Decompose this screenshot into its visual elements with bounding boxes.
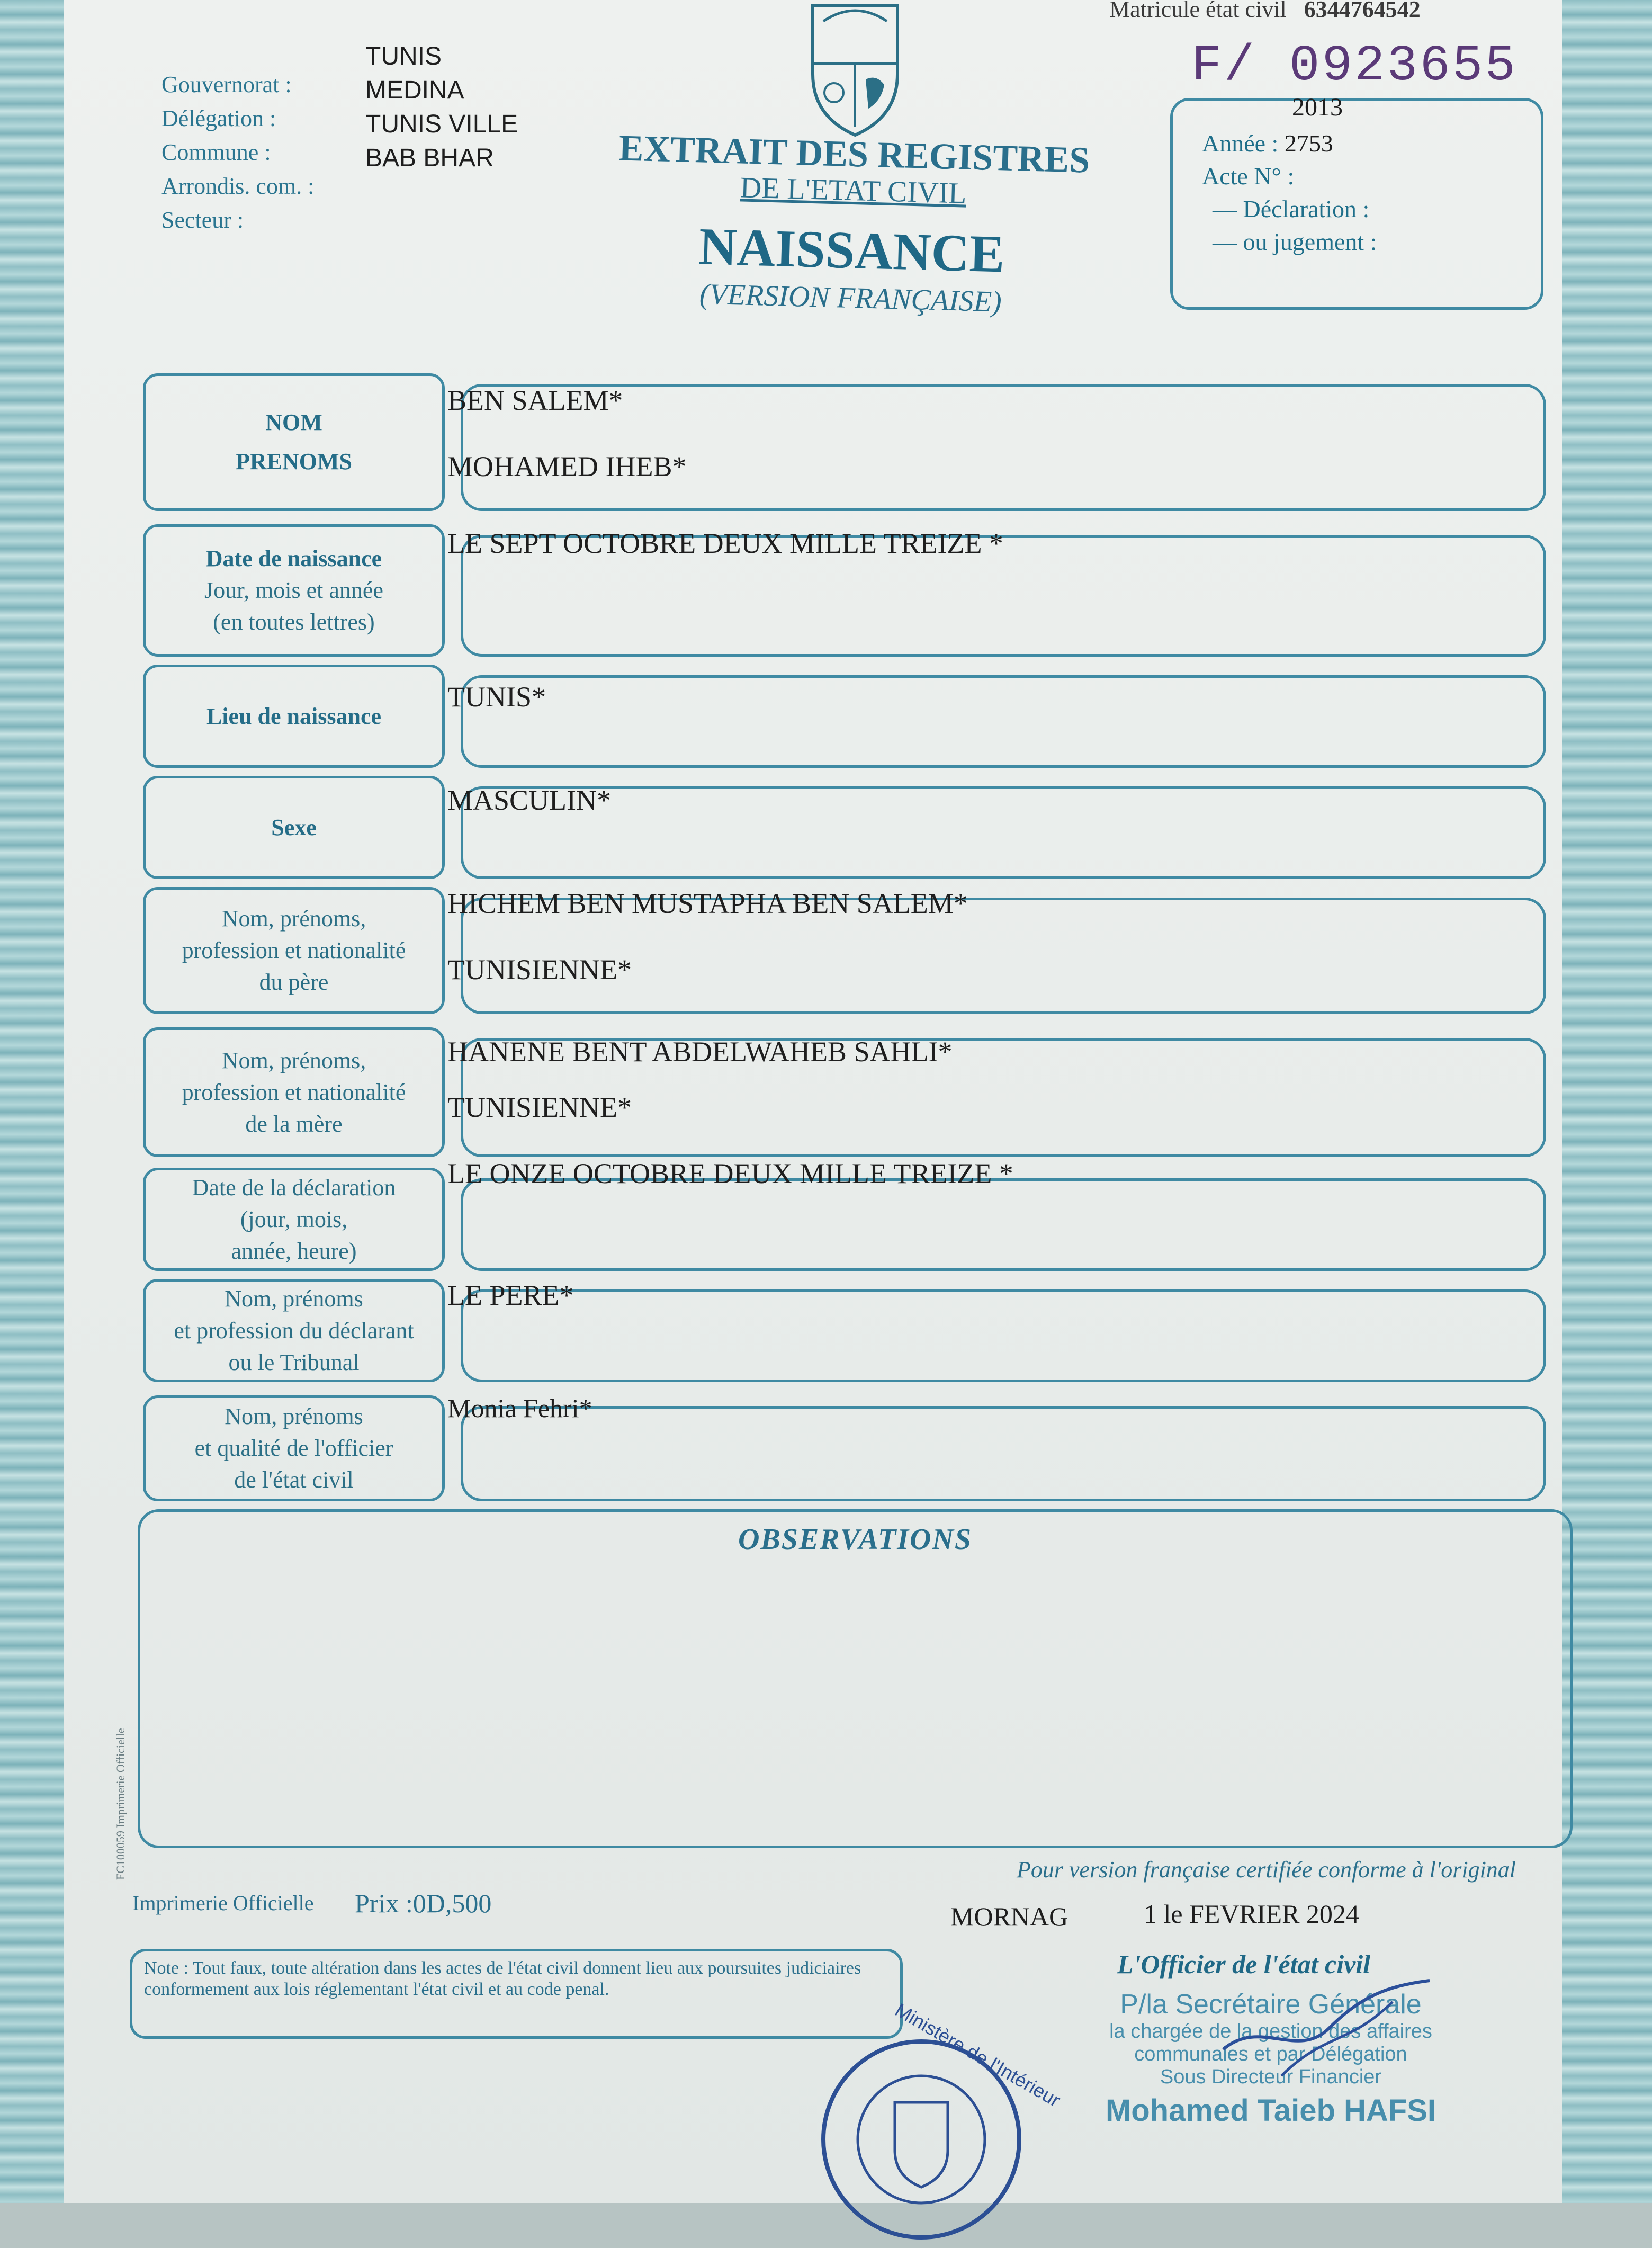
title-line-1: EXTRAIT DES REGISTRES: [618, 128, 1091, 181]
label-arrondissement: Arrondis. com. :: [161, 173, 315, 199]
row-label-box: [143, 665, 445, 768]
signature-line: la chargée de la gestion des affaires: [1109, 2020, 1432, 2043]
row-label-box: [143, 776, 445, 879]
row-declarant: [143, 1279, 1546, 1382]
row-label-box: [143, 1279, 445, 1382]
observations-box: [138, 1509, 1573, 1848]
signature-line: Sous Directeur Financier: [1160, 2066, 1382, 2088]
row-value-box: [461, 1178, 1546, 1271]
row-label-box: [143, 887, 445, 1014]
row-lieu-naissance: [143, 665, 1546, 768]
label-commune: Commune :: [161, 139, 271, 165]
value-commune: TUNIS VILLE: [365, 110, 518, 138]
footer-certified: Pour version française certifiée conforme à l'original: [1017, 1857, 1516, 1883]
right-decorative-border: [1562, 0, 1652, 2203]
label-secteur: Secteur :: [161, 207, 244, 233]
matricule-label: Matricule état civil: [1109, 0, 1287, 22]
acte-number-label: Acte N° :: [1202, 163, 1295, 190]
row-label-line: Nom, prénoms: [225, 1403, 363, 1429]
observations-title: OBSERVATIONS: [738, 1523, 973, 1556]
row-label-box: [143, 373, 445, 511]
row-label-line: ou le Tribunal: [228, 1349, 360, 1375]
row-label-box: [143, 1027, 445, 1157]
title-sub: (VERSION FRANÇAISE): [699, 277, 1002, 319]
value-gouvernorat: TUNIS: [365, 42, 442, 70]
footer-place: MORNAG: [950, 1902, 1069, 1931]
row-label-box: [143, 524, 445, 657]
row-label-line: Sexe: [271, 814, 317, 840]
header-labels: [161, 68, 314, 237]
value-nom: BEN SALEM*: [447, 384, 623, 416]
acte-labels: [1202, 127, 1377, 258]
value-declarant: LE PERE*: [447, 1279, 574, 1311]
row-label-line: (jour, mois,: [240, 1206, 348, 1232]
annee-value: 2753: [1284, 130, 1333, 157]
side-printer-note: FC100059 Imprimerie Officielle: [114, 1728, 127, 1880]
value-pere-nom: HICHEM BEN MUSTAPHA BEN SALEM*: [447, 888, 968, 919]
legal-note: Note : Tout faux, toute altération dans les actes de l'état civil donnent lieu aux poursuites judiciaires conformement aux lois réglementant l'état civil et au code penal.: [130, 1949, 903, 2039]
row-label-line: profession et nationalité: [182, 1079, 406, 1105]
value-prenoms: MOHAMED IHEB*: [447, 451, 687, 482]
row-nom-prenoms: [143, 373, 1546, 511]
stamp-text: Ministère de l'Intérieur: [891, 1999, 1064, 2111]
row-mere: [143, 1027, 1546, 1157]
left-decorative-border: [0, 0, 64, 2203]
row-sexe: [143, 776, 1546, 879]
label-delegation: Délégation :: [161, 105, 276, 131]
row-value-box: [461, 1289, 1546, 1382]
handwritten-signature-icon: [1218, 1970, 1440, 2086]
row-label-line: année, heure): [231, 1238, 357, 1264]
value-mere-nom: HANENE BENT ABDELWAHEB SAHLI*: [447, 1036, 953, 1068]
row-value-box: [461, 786, 1546, 879]
value-mere-nationalite: TUNISIENNE*: [447, 1091, 632, 1123]
value-date-declaration: LE ONZE OCTOBRE DEUX MILLE TREIZE *: [447, 1158, 1013, 1189]
row-label-line: profession et nationalité: [182, 937, 406, 963]
signature-line: communales et par Délégation: [1134, 2043, 1407, 2065]
annee-label: Année :: [1202, 130, 1279, 157]
row-label-line: Date de naissance: [205, 545, 382, 571]
row-label-line: Nom, prénoms,: [221, 906, 366, 932]
row-label-line: du père: [259, 969, 329, 995]
label-gouvernorat: Gouvernorat :: [161, 71, 292, 97]
row-label-line: Jour, mois et année: [204, 577, 383, 603]
row-label-box: [143, 1168, 445, 1271]
jugement-label: — ou jugement :: [1213, 228, 1377, 255]
row-label-line: Lieu de naissance: [206, 703, 382, 729]
value-officier: Monia Fehri*: [447, 1393, 592, 1423]
matricule: [1109, 0, 1421, 23]
value-lieu-naissance: TUNIS*: [447, 681, 546, 713]
row-value-box: [461, 1406, 1546, 1501]
value-sexe: MASCULIN*: [447, 784, 612, 816]
row-label-line: NOM: [265, 409, 322, 435]
declaration-label: — Déclaration :: [1213, 195, 1370, 222]
value-pere-nationalite: TUNISIENNE*: [447, 954, 632, 986]
row-label-line: et qualité de l'officier: [194, 1435, 393, 1461]
signature-line: Mohamed Taieb HAFSI: [1105, 2093, 1436, 2128]
coat-of-arms-icon: [802, 0, 908, 138]
row-label-line: PRENOMS: [236, 449, 352, 474]
row-label-line: et profession du déclarant: [174, 1317, 414, 1344]
header-values: [365, 40, 518, 175]
footer-printer: Imprimerie Officielle: [132, 1891, 314, 1915]
row-label-line: Date de la déclaration: [192, 1174, 396, 1201]
row-value-box: [461, 675, 1546, 768]
row-label-box: [143, 1395, 445, 1501]
row-officier: [143, 1395, 1546, 1501]
row-label-line: de la mère: [245, 1110, 343, 1137]
row-label-line: (en toutes lettres): [213, 609, 375, 635]
acte-year: 2013: [1292, 93, 1343, 121]
row-value-box: [461, 384, 1546, 511]
footer-price: Prix :0D,500: [355, 1888, 492, 1918]
title-main: NAISSANCE: [698, 217, 1006, 284]
row-pere: [143, 887, 1546, 1014]
value-date-naissance: LE SEPT OCTOBRE DEUX MILLE TREIZE *: [447, 527, 1003, 559]
ministry-stamp-icon: [815, 1999, 1064, 2203]
row-date-naissance: [143, 524, 1546, 657]
matricule-value: 6344764542: [1304, 0, 1421, 22]
signature-line: P/la Secrétaire Générale: [1120, 1989, 1422, 2020]
title-block: [580, 128, 1125, 321]
footer-date: 1 le FEVRIER 2024: [1144, 1899, 1359, 1929]
row-date-declaration: [143, 1158, 1546, 1271]
row-label-line: de l'état civil: [234, 1467, 354, 1493]
row-label-line: Nom, prénoms: [225, 1285, 363, 1312]
value-arrondissement: BAB BHAR: [365, 144, 494, 172]
title-line-2: DE L'ETAT CIVIL: [740, 171, 967, 210]
value-delegation: MEDINA: [365, 76, 464, 104]
serial-number: F/ 0923655: [1191, 37, 1518, 95]
footer-officer-title: L'Officier de l'état civil: [1117, 1949, 1371, 1979]
row-label-line: Nom, prénoms,: [221, 1047, 366, 1073]
